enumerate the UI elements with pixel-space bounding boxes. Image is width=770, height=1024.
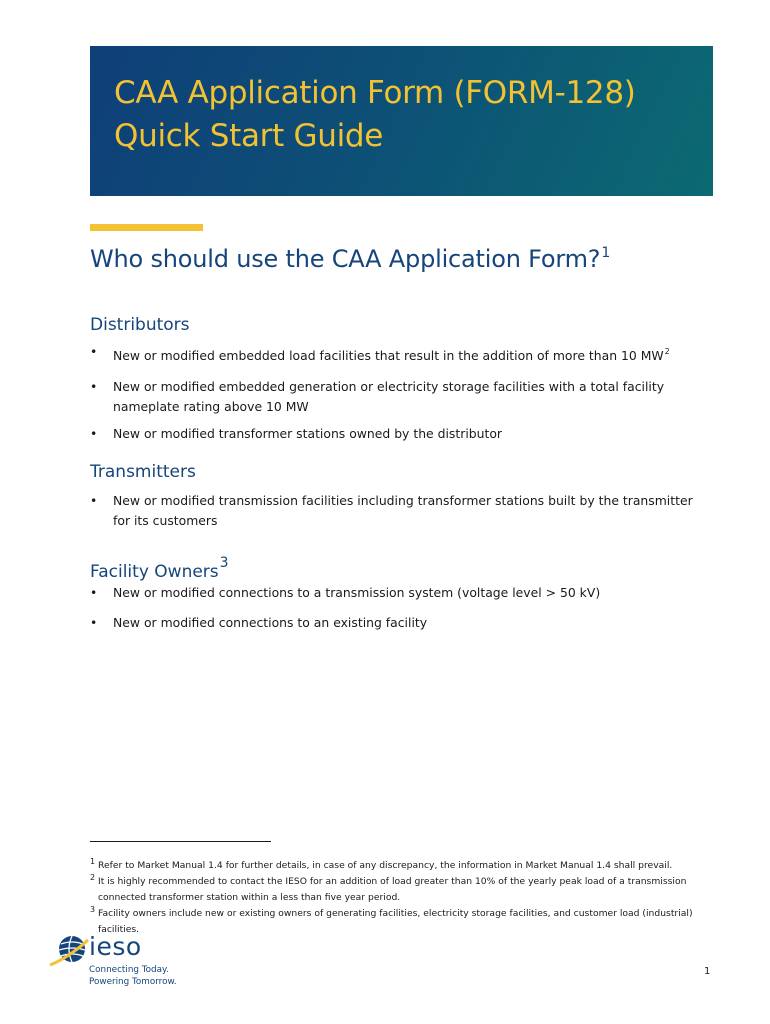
page-number: 1 (704, 966, 711, 977)
footnote-text: Refer to Market Manual 1.4 for further details, in case of any discrepancy, the information in Market Manual 1.4 shall prevail. (98, 860, 673, 871)
section-heading-transmitters: Transmitters (90, 462, 196, 482)
footnote-ref-2: 2 (664, 347, 670, 356)
section-heading-distributors: Distributors (90, 315, 190, 335)
distributors-list (90, 342, 710, 444)
list-item-text: New or modified transmission facilities including transformer stations built by the transmitter for its customers (113, 493, 693, 528)
list-item (90, 424, 710, 444)
footnote-number: 3 (90, 905, 96, 914)
list-item (90, 342, 710, 366)
title-line-2: Quick Start Guide (114, 118, 384, 154)
logo-tagline-2: Powering Tomorrow. (89, 977, 177, 987)
facility-owners-list (90, 583, 710, 633)
ieso-logo (48, 932, 188, 992)
transmitters-list (90, 491, 710, 531)
footnote-number: 1 (90, 857, 96, 866)
list-item-text: New or modified connections to an existing facility (113, 615, 428, 630)
globe-icon (48, 932, 90, 972)
list-item-text: New or modified connections to a transmission system (voltage level > 50 kV) (113, 585, 601, 600)
main-heading (90, 245, 610, 273)
footnote-ref-1: 1 (601, 245, 611, 261)
list-item (90, 491, 710, 531)
list-item-text: New or modified embedded load facilities that result in the addition of more than 10 MW (113, 348, 664, 363)
footnote-number: 2 (90, 873, 96, 882)
list-item-text: New or modified embedded generation or electricity storage facilities with a total facility nameplate rating above 10 MW (113, 379, 665, 414)
title-banner (90, 46, 713, 196)
list-item (90, 377, 710, 417)
logo-wordmark: ieso (89, 932, 142, 961)
main-heading-text: Who should use the CAA Application Form? (90, 245, 601, 273)
footnote-1 (90, 858, 720, 874)
footnote-text: It is highly recommended to contact the IESO for an addition of load greater than 10% of the yearly peak load of a transmission connected transformer station within a less than five year period. (98, 876, 687, 903)
footnote-separator (90, 841, 271, 842)
footnote-ref-3: 3 (219, 555, 229, 571)
section-heading-text: Facility Owners (90, 562, 219, 582)
title-line-1: CAA Application Form (FORM-128) (114, 75, 636, 111)
footnotes (90, 858, 720, 938)
list-item (90, 613, 710, 633)
list-item-text: New or modified transformer stations owned by the distributor (113, 426, 503, 441)
section-heading-facility-owners (90, 555, 229, 582)
footnote-text: Facility owners include new or existing owners of generating facilities, electricity storage facilities, and customer load (industrial) facilities. (98, 908, 693, 935)
list-item (90, 583, 710, 603)
accent-bar (90, 224, 203, 231)
document-title (114, 72, 636, 158)
footnote-2 (90, 874, 720, 906)
logo-tagline-1: Connecting Today. (89, 965, 169, 975)
